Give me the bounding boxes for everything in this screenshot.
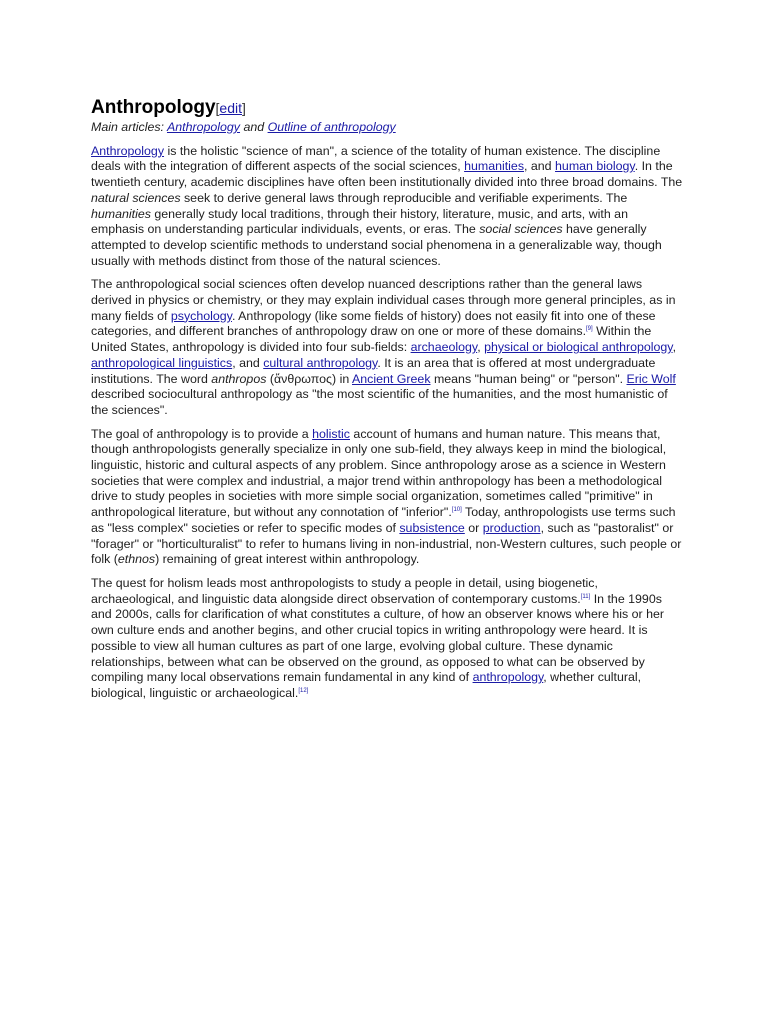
paragraph-text: or [464, 520, 483, 535]
paragraph-text: , and [524, 159, 556, 174]
citation-marker[interactable]: [10] [451, 507, 462, 514]
inline-link[interactable]: production [482, 520, 541, 535]
inline-link[interactable]: humanities [464, 159, 525, 174]
paragraph-text: . It is an area that is offered at most undergraduate institutions. The word [91, 355, 656, 386]
paragraph-text: . In the twentieth century, academic disciplines have often been institutionally divided into three broad domains. The [91, 159, 683, 190]
inline-link[interactable]: Ancient Greek [352, 371, 431, 386]
paragraph-text: (ἄνθρωπος) in [266, 371, 352, 386]
citation-marker[interactable]: [11] [580, 593, 591, 600]
emphasized-text: humanities [91, 206, 151, 221]
main-article-link-outline[interactable]: Outline of anthropology [267, 120, 396, 134]
paragraph-text: have generally attempted to develop scientific methods to understand social phenomena in a generalizable way, though usually with methods distinct from those of the natural sciences. [91, 222, 662, 268]
paragraph-text: The goal of anthropology is to provide a [91, 426, 313, 441]
paragraph-text: In the 1990s and 2000s, calls for clarification of what constitutes a culture, of how an observer knows where his or her own culture ends and another begins, and other crucial topics in writing anthropology were heard. It is possible to view all human cultures as part of one large, evolving global culture. These dynamic relationships, between what can be observed on the ground, as opposed to what can be observed by compiling many local observations remain fundamental in any kind of [91, 591, 665, 685]
inline-link[interactable]: Anthropology [91, 143, 165, 158]
main-articles-and: and [240, 120, 268, 134]
edit-bracket-close: ] [242, 100, 246, 116]
inline-link[interactable]: subsistence [399, 520, 465, 535]
paragraph-text: , whether cultural, biological, linguistic or archaeological. [91, 670, 642, 700]
paragraph-2 [91, 277, 683, 418]
citation-marker[interactable]: [9] [586, 326, 593, 333]
inline-link[interactable]: anthropology [472, 670, 544, 685]
inline-link[interactable]: archaeology [410, 340, 478, 355]
main-article-link-anthropology[interactable]: Anthropology [166, 120, 241, 134]
emphasized-text: anthropos [211, 371, 267, 386]
paragraph-text: account of humans and human nature. This means that, though anthropologists generally specialize in only one sub-field, they always keep in mind the biological, linguistic, historic and cultural aspects of any problem. Since anthropology arose as a science in Western societies that were complex and industrial, a major trend within anthropology has been a methodological drive to study peoples in societies with more simple social organization, sometimes called "primitive" in anthropological literature, but without any connotation of "inferior". [91, 426, 667, 520]
paragraph-text: , [672, 340, 677, 355]
paragraph-text: seek to derive general laws through reproducible and verifiable experiments. The [180, 190, 628, 205]
paragraph-text: is the holistic "science of man", a science of the totality of human existence. The discipline deals with the integration of different aspects of the social sciences, [91, 143, 661, 174]
paragraph-text: , [477, 340, 485, 355]
section-heading [91, 96, 683, 120]
citation-marker[interactable]: [12] [298, 687, 309, 694]
emphasized-text: social sciences [479, 222, 563, 237]
paragraph-4 [91, 576, 683, 702]
emphasized-text: natural sciences [91, 190, 181, 205]
paragraph-text: means "human being" or "person". [430, 371, 627, 386]
inline-link[interactable]: anthropological linguistics [91, 355, 233, 370]
inline-link[interactable]: human biology [555, 159, 635, 174]
emphasized-text: ethnos [117, 552, 156, 567]
inline-link[interactable]: Eric Wolf [626, 371, 676, 386]
paragraph-text: The anthropological social sciences often develop nuanced descriptions rather than the general laws derived in physics or chemistry, or they may explain individual cases through more general principles, as in many fields of [91, 277, 676, 323]
section-title: Anthropology [91, 97, 216, 118]
main-articles-note [91, 120, 683, 136]
edit-bracket-open: [ [215, 100, 220, 116]
article-content [91, 96, 683, 710]
paragraph-text: generally study local traditions, through their history, literature, music, and arts, with an emphasis on understanding particular individuals, events, or eras. The [91, 206, 628, 237]
paragraph-text: described sociocultural anthropology as "the most scientific of the humanities, and the most humanistic of the sciences". [91, 387, 668, 417]
edit-link[interactable]: edit [219, 100, 242, 116]
paragraph-text: ) remaining of great interest within anthropology. [155, 552, 420, 567]
inline-link[interactable]: physical or biological anthropology [484, 340, 673, 355]
paragraph-text: The quest for holism leads most anthropologists to study a people in detail, using biogenetic, archaeological, and linguistic data alongside direct observation of contemporary customs. [91, 575, 598, 606]
inline-link[interactable]: holistic [312, 426, 350, 441]
edit-wrapper [216, 100, 246, 116]
main-articles-prefix: Main articles: [91, 120, 167, 134]
paragraph-text: . Anthropology (like some fields of history) does not easily fit into one of these categories, and different branches of anthropology draw on one or more of these domains. [91, 308, 656, 339]
paragraph-3 [91, 427, 683, 568]
paragraph-text: Today, anthropologists use terms such as "less complex" societies or refer to specific modes of [91, 505, 676, 535]
paragraph-text: , such as "pastoralist" or "forager" or "horticulturalist" to refer to humans living in non-industrial, non-Western cultures, such people or folk ( [91, 520, 682, 567]
inline-link[interactable]: cultural anthropology [263, 355, 378, 370]
paragraph-text: , and [232, 355, 264, 370]
paragraph-text: Within the United States, anthropology is divided into four sub-fields: [91, 324, 652, 355]
inline-link[interactable]: psychology [170, 308, 232, 323]
paragraph-1 [91, 144, 683, 270]
